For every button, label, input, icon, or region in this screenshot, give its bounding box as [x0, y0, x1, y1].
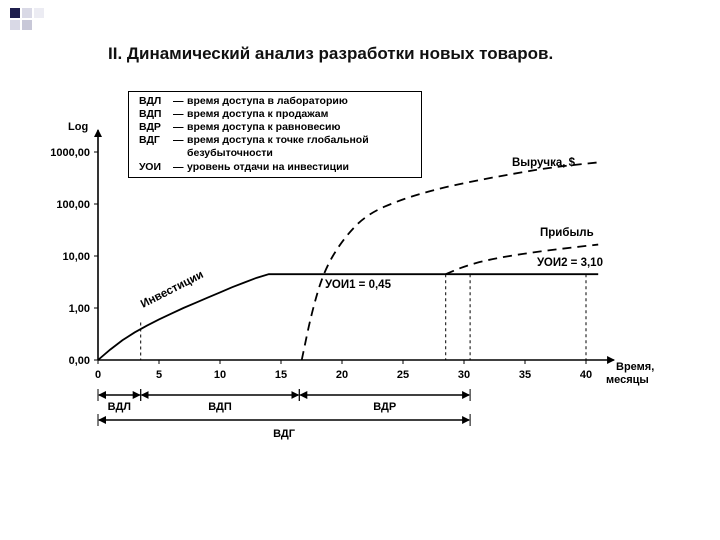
x-tick-label: 30 — [457, 369, 471, 381]
time-span-label: ВДЛ — [107, 401, 132, 413]
annotation-investments: Инвестиции — [138, 268, 206, 311]
x-tick-label: 5 — [155, 369, 163, 381]
legend-entry: ВДГ — время доступа к точке глобальной — [139, 134, 369, 146]
legend-entry: безубыточности — [187, 147, 273, 159]
annotation-revenue: Выручка, $ — [512, 157, 576, 169]
x-tick-label: 40 — [579, 369, 593, 381]
legend-entry: ВДП — время доступа к продажам — [139, 108, 329, 120]
x-tick-label: 35 — [518, 369, 532, 381]
y-axis-title: Log — [68, 121, 89, 133]
annotation-profit: Прибыль — [540, 227, 594, 239]
x-tick-label: 25 — [396, 369, 410, 381]
legend-entry: УОИ — уровень отдачи на инвестиции — [139, 161, 349, 173]
y-tick-label: 1000,00 — [50, 147, 90, 159]
y-tick-label: 0,00 — [68, 355, 90, 367]
annotation-roi1: УОИ1 = 0,45 — [325, 279, 391, 291]
x-tick-label: 15 — [274, 369, 288, 381]
legend-entry: ВДР — время доступа к равновесию — [139, 121, 341, 133]
y-tick-label: 100,00 — [56, 199, 90, 211]
y-tick-label: 10,00 — [62, 251, 90, 263]
x-axis-title-units: месяцы — [606, 374, 649, 386]
y-tick-label: 1,00 — [68, 303, 90, 315]
x-tick-label: 0 — [94, 369, 102, 381]
legend-entry: ВДЛ — время доступа в лабораторию — [139, 95, 348, 107]
x-tick-label: 20 — [335, 369, 349, 381]
x-axis-title: Время, — [616, 361, 655, 373]
time-span-label: ВДГ — [273, 428, 295, 440]
time-span-label: ВДП — [208, 401, 232, 413]
x-tick-label: 10 — [213, 369, 227, 381]
slide-title: II. Динамический анализ разработки новых товаров. — [108, 44, 554, 63]
time-span-label: ВДР — [373, 401, 397, 413]
annotation-roi2: УОИ2 = 3,10 — [537, 257, 603, 269]
